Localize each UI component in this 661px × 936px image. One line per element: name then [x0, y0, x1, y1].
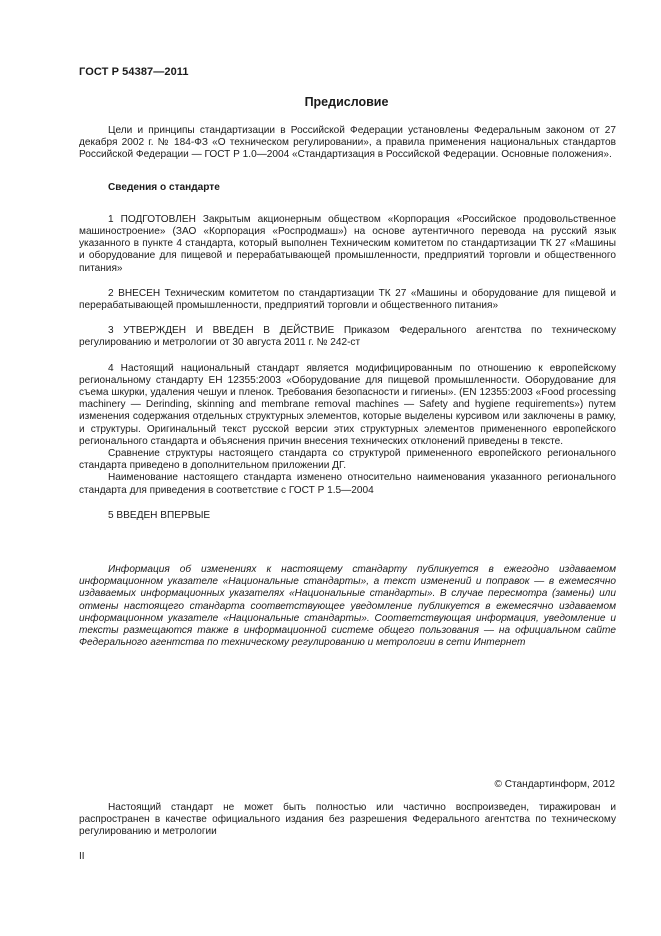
item-1-paragraph: 1 ПОДГОТОВЛЕН Закрытым акционерным обществом «Корпорация «Российское продовольственное машиностроение» (ЗАО «Корпорация «Роспродмаш») на основе аутентичного перевода на русский язык указанного в пункте 4 стандарта, который выполнен Техническим комитетом по стандартизации ТК 27 «Машины и оборудование для пищевой и перерабатывающей промышленности, предприятий торговли и общественного питания» [79, 213, 616, 274]
intro-paragraph: Цели и принципы стандартизации в Российской Федерации установлены Федеральным законом от 27 декабря 2002 г. № 184-ФЗ «О техническом регулировании», а правила применения национальных стандартов Российской Федерации — ГОСТ Р 1.0—2004 «Стандартизация в Российской Федерации. Основные положения». [79, 125, 616, 161]
item-4-paragraph: 4 Настоящий национальный стандарт является модифицированным по отношению к европейскому региональному стандарту ЕН 12355:2003 «Оборудование для пищевой промышленности. Оборудование для съема шкурки, удаления чешуи и пленок. Требования безопасности и гигиены». (EN 12355:2003 «Food processing machinery — Derinding, skinning and membrane removal machines — Safety and hygiene requirements») путем изменения содержания отдельных структурных элементов, которые выделены курсивом или заключены в рамку, и структуры. Оригинальный текст русской версии этих структурных элементов примененного европейского регионального стандарта и объяснения причин внесения технических отклонений приведены в тексте. [79, 362, 616, 447]
item-2-paragraph: 2 ВНЕСЕН Техническим комитетом по стандартизации ТК 27 «Машины и оборудование для пищевой и перерабатывающей промышленности, предприятий торговли и общественного питания» [79, 287, 616, 312]
info-notice-block [79, 564, 616, 649]
page-number: II [79, 851, 85, 862]
reproduction-notice: Настоящий стандарт не может быть полностью или частично воспроизведен, тиражирован и распространен в качестве официального издания без разрешения Федерального агентства по техническому регулированию и метрологии [79, 802, 616, 838]
item-4-comparison: Сравнение структуры настоящего стандарта со структурой примененного европейского регионального стандарта приведено в дополнительном приложении ДГ. [79, 448, 616, 472]
item-5-paragraph: 5 ВВЕДЕН ВПЕРВЫЕ [108, 509, 211, 521]
item-4-naming: Наименование настоящего стандарта изменено относительно наименования указанного регионального стандарта для приведения в соответствие с ГОСТ Р 1.5—2004 [79, 472, 616, 496]
gost-identifier: ГОСТ Р 54387—2011 [79, 66, 189, 78]
section-heading: Сведения о стандарте [108, 181, 220, 193]
item-3-paragraph: 3 УТВЕРЖДЕН И ВВЕДЕН В ДЕЙСТВИЕ Приказом Федерального агентства по техническому регулированию и метрологии от 30 августа 2011 г. № 242-ст [79, 325, 616, 349]
info-notice: Информация об изменениях к настоящему стандарту публикуется в ежегодно издаваемом информационном указателе «Национальные стандарты», а текст изменений и поправок — в ежемесячно издаваемых информационных указателях «Национальные стандарты». В случае пересмотра (замены) или отмены настоящего стандарта соответствующее уведомление публикуется в ежемесячно издаваемом информационном указателе «Национальные стандарты». Соответствующая информация, уведомление и тексты размещаются также в информационной системе общего пользования — на официальном сайте Федерального агентства по техническому регулированию и метрологии в сети Интернет [79, 564, 616, 649]
document-body [79, 125, 616, 650]
copyright-line: © Стандартинформ, 2012 [494, 779, 615, 790]
page-title: Предисловие [304, 95, 389, 109]
reproduction-notice-block [79, 802, 616, 839]
